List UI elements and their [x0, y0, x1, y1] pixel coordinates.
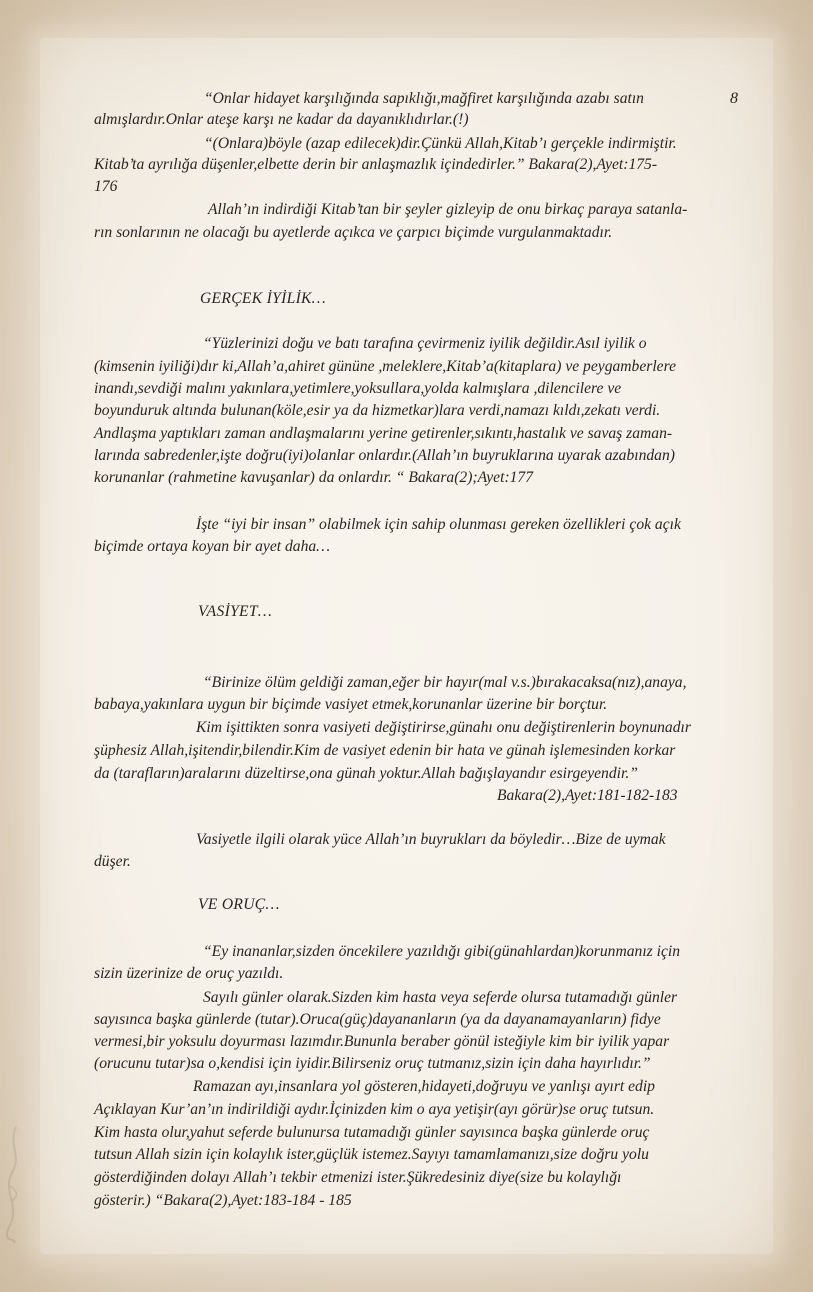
text-line: almışlardır.Onlar ateşe karşı ne kadar da dayanıklıdırlar.(!) — [94, 111, 469, 128]
text-line: sizin üzerinize de oruç yazıldı. — [94, 965, 284, 982]
text-line: Ramazan ayı,insanlara yol gösteren,hidayeti,doğruyu ve yanlışı ayırt edip — [193, 1078, 655, 1095]
text-line: gösterir.) “Bakara(2),Ayet:183-184 - 185 — [94, 1192, 352, 1209]
text-line: tutsun Allah sizin için kolaylık ister,güçlük istemez.Sayıyı tamamlamanızı,size doğru yolu — [94, 1146, 649, 1163]
text-line: Kim işittikten sonra vasiyeti değiştirirse,günahı onu değiştirenlerin boynunadır — [196, 719, 691, 736]
faded-signature-mark — [2, 1125, 28, 1245]
section-heading: VE ORUÇ… — [198, 896, 280, 913]
text-line: düşer. — [94, 853, 131, 870]
text-line: gösterdiğinden dolayı Allah’ı tekbir etmenizi ister.Şükredesiniz diye(size bu kolaylığı — [94, 1169, 622, 1186]
text-line: da (tarafların)aralarını düzeltirse,ona günah yoktur.Allah bağışlayandır esirgeyendir.” — [94, 765, 638, 782]
text-line: “Yüzlerinizi doğu ve batı tarafına çevirmeniz iyilik değildir.Asıl iyilik o — [203, 335, 647, 352]
text-line: boyunduruk altında bulunan(köle,esir ya da hizmetkar)lara verdi,namazı kıldı,zekatı verdi. — [94, 402, 661, 419]
text-line: larında sabredenler,işte doğru(iyi)olanlar onlardır.(Allah’ın buyruklarına uyarak azabından) — [94, 447, 675, 464]
text-line: korunanlar (rahmetine kavuşanlar) da onlardır. “ Bakara(2);Ayet:177 — [94, 469, 534, 486]
text-line: “(Onlara)böyle (azap edilecek)dir.Çünkü Allah,Kitab’ı gerçekle indirmiştir. — [204, 135, 677, 152]
text-line: Açıklayan Kur’an’ın indirildiği aydır.İçinizden kim o aya yetişir(ayı görür)se oruç tutsun. — [94, 1101, 655, 1118]
text-line: “Ey inananlar,sizden öncekilere yazıldığı gibi(günahlardan)korunmanız için — [203, 943, 681, 960]
text-line: vermesi,bir yoksulu doyurması lazımdır.Bununla beraber gönül isteğiyle kim bir iyilik yapar — [94, 1033, 670, 1050]
text-line: Kim hasta olur,yahut seferde bulunursa tutamadığı günler sayısınca başka günlerde oruç — [94, 1124, 650, 1141]
text-line: Vasiyetle ilgili olarak yüce Allah’ın buyrukları da böyledir…Bize de uymak — [196, 831, 666, 848]
section-heading: GERÇEK İYİLİK… — [200, 290, 326, 307]
text-line: İşte “iyi bir insan” olabilmek için sahip olunması gereken özellikleri çok açık — [196, 516, 681, 533]
text-line: “Birinize ölüm geldiği zaman,eğer bir hayır(mal v.s.)bırakacaksa(nız),anaya, — [203, 674, 687, 691]
text-line: Bakara(2),Ayet:181-182-183 — [497, 787, 678, 804]
text-line: rın sonlarının ne olacağı bu ayetlerde açıkca ve çarpıcı biçimde vurgulanmaktadır. — [94, 224, 613, 241]
text-line: Andlaşma yaptıkları zaman andlaşmalarını yerine getirenler,sıkıntı,hastalık ve savaş zaman- — [94, 425, 673, 442]
text-line: babaya,yakınlara uygun bir biçimde vasiyet etmek,korunanlar üzerine bir borçtur. — [94, 696, 608, 713]
text-line: “Onlar hidayet karşılığında sapıklığı,mağfiret karşılığında azabı satın — [204, 90, 644, 107]
text-line: sayısınca başka günlerde (tutar).Oruca(güç)dayananların (ya da dayanamayanların) fidye — [94, 1011, 661, 1028]
text-line: Sayılı günler olarak.Sizden kim hasta veya seferde olursa tutamadığı günler — [203, 989, 678, 1006]
text-line: Kitab’ta ayrılığa düşenler,elbette derin bir anlaşmazlık içindedirler.” Bakara(2),Ayet:175- — [94, 156, 658, 173]
text-line: Allah’ın indirdiği Kitab’tan bir şeyler gizleyip de onu birkaç paraya satanla- — [208, 201, 688, 218]
text-line: şüphesiz Allah,işitendir,bilendir.Kim de vasiyet edenin bir hata ve günah işlemesinden korkar — [94, 742, 676, 759]
section-heading: VASİYET… — [198, 603, 273, 620]
text-line: (orucunu tutar)sa o,kendisi için iyidir.Bilirseniz oruç tutmanız,sizin için daha hayırlıdır.” — [94, 1055, 651, 1072]
text-line: inandı,sevdiği malını yakınlara,yetimlere,yoksullara,yolda kalmışlara ,dilencilere ve — [94, 380, 622, 397]
text-line: (kimsenin iyiliği)dır ki,Allah’a,ahiret gününe ,meleklere,Kitab’a(kitaplara) ve peygamberlere — [94, 358, 677, 375]
page-number: 8 — [730, 90, 738, 107]
text-line: 176 — [94, 178, 118, 195]
text-line: biçimde ortaya koyan bir ayet daha… — [94, 538, 331, 555]
